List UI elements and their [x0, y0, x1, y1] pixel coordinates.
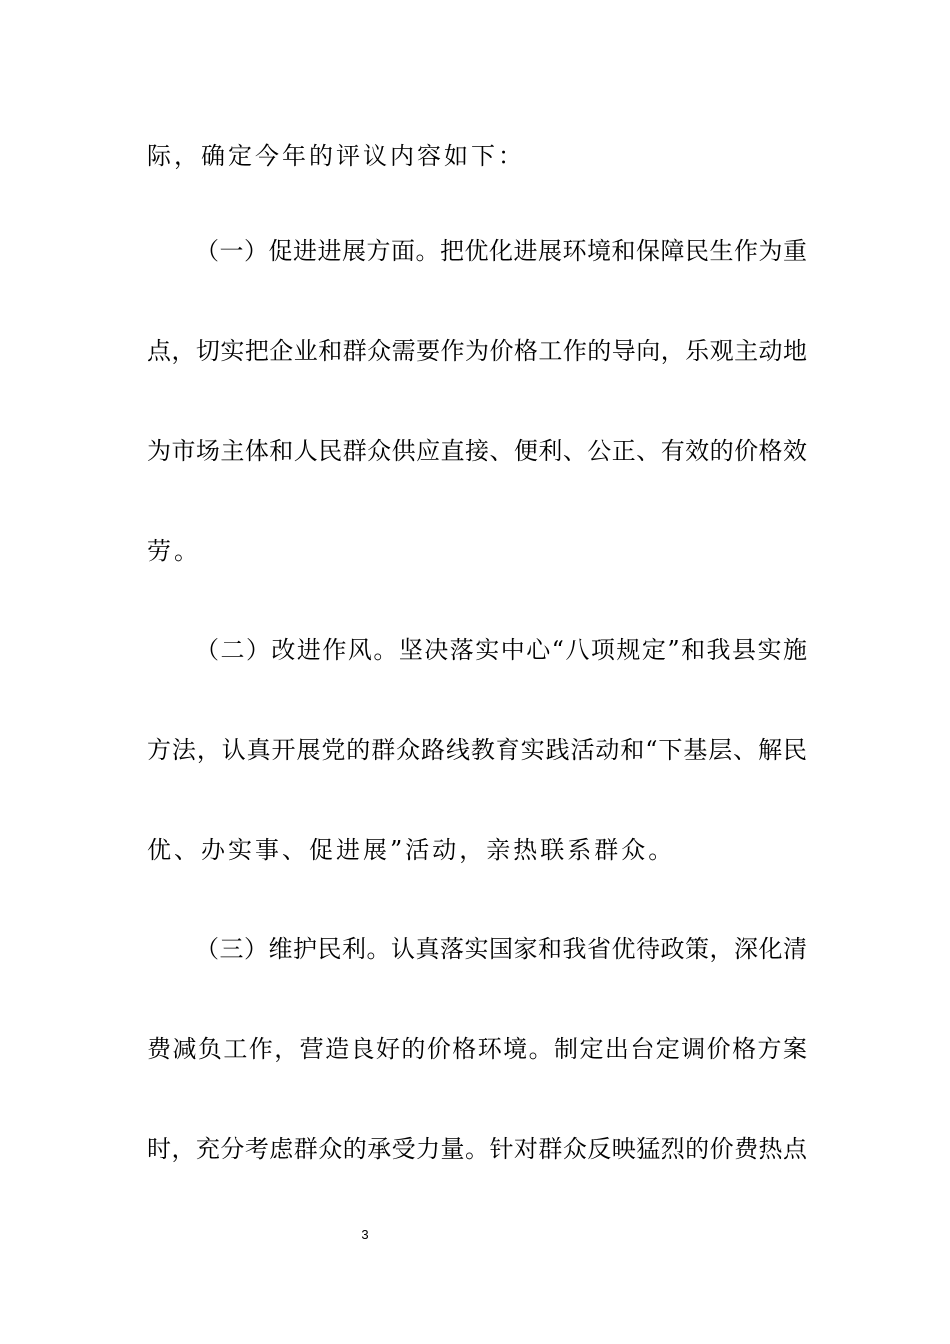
- paragraph-3-line-3: 时，充分考虑群众的承受力量。针对群众反映猛烈的价费热点: [147, 1135, 807, 1163]
- paragraph-2-line-3: 优、办实事、促进展”活动，亲热联系群众。: [147, 836, 676, 864]
- paragraph-1-line-4: 劳。: [147, 537, 201, 565]
- text-line-1: 际，确定今年的评议内容如下：: [147, 142, 525, 170]
- paragraph-1-line-2: 点，切实把企业和群众需要作为价格工作的导向，乐观主动地: [147, 337, 807, 365]
- paragraph-1-line-3: 为市场主体和人民群众供应直接、便利、公正、有效的价格效: [147, 437, 807, 465]
- paragraph-2-line-1: （二）改进作风。坚决落实中心“八项规定”和我县实施: [195, 636, 807, 664]
- paragraph-2-line-2: 方法，认真开展党的群众路线教育实践活动和“下基层、解民: [147, 736, 807, 764]
- page-number: 3: [361, 1227, 369, 1242]
- paragraph-1-line-1: （一）促进进展方面。把优化进展环境和保障民生作为重: [195, 237, 807, 265]
- paragraph-3-line-2: 费减负工作，营造良好的价格环境。制定出台定调价格方案: [147, 1035, 807, 1063]
- paragraph-3-line-1: （三）维护民利。认真落实国家和我省优待政策，深化清: [195, 935, 807, 963]
